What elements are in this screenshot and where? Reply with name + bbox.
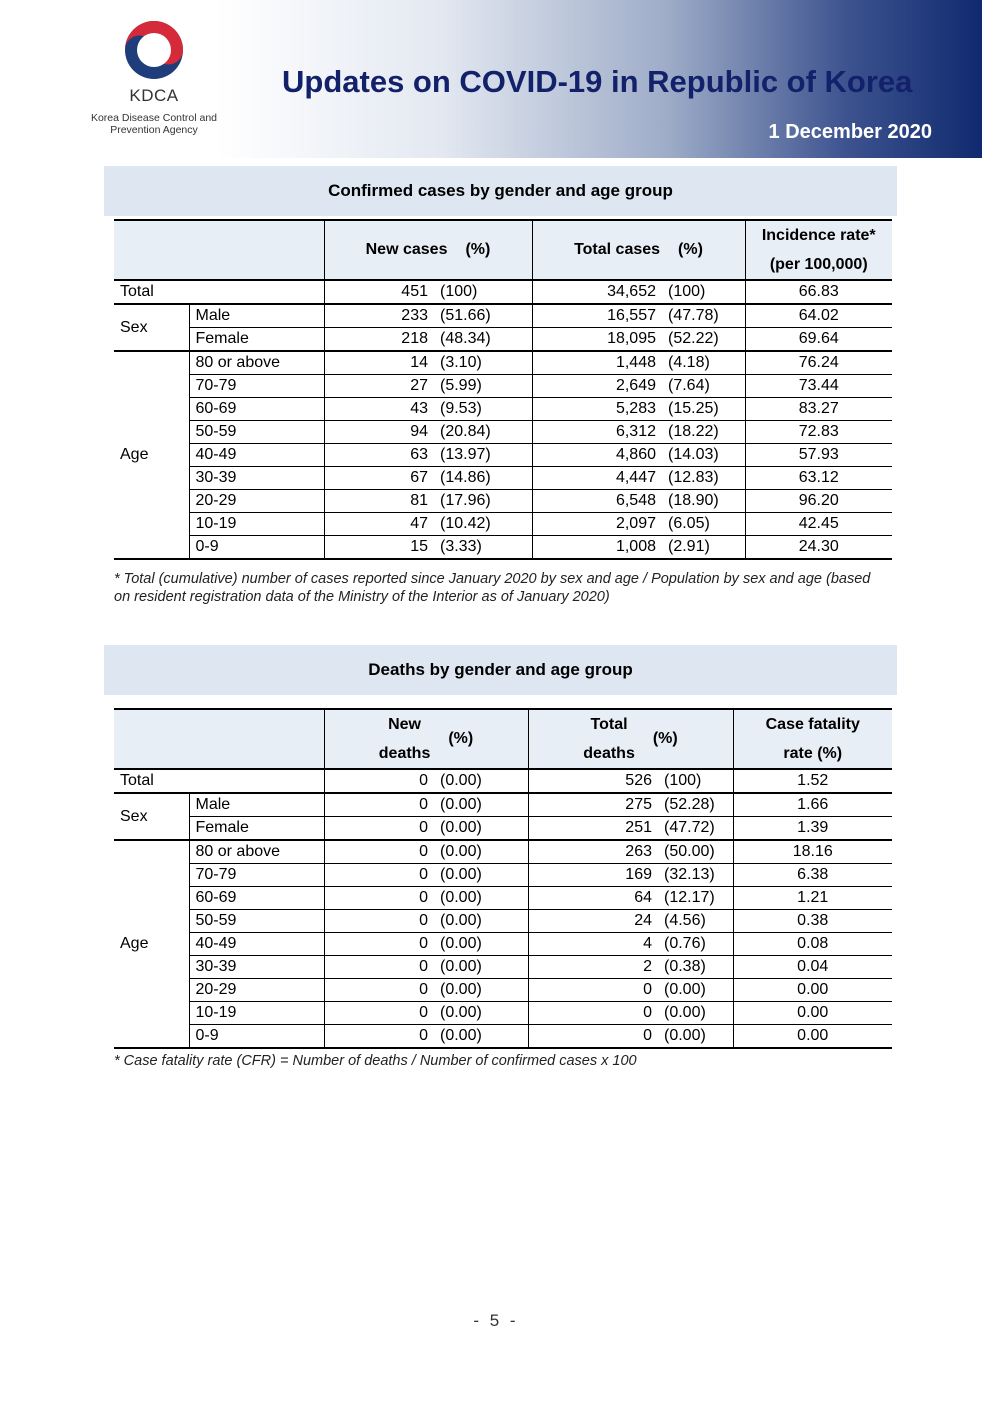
new-value: 15 — [324, 536, 434, 560]
agency-name-line2: Prevention Agency — [110, 124, 198, 136]
total-pct: (32.13) — [658, 864, 733, 887]
header-case-fatality-rate — [733, 709, 892, 769]
total-value: 16,557 — [532, 304, 662, 328]
header-incidence-line2: (per 100,000) — [769, 256, 868, 273]
total-pct: (0.76) — [658, 933, 733, 956]
new-value: 47 — [324, 513, 434, 536]
total-value: 263 — [528, 840, 658, 864]
new-value: 0 — [324, 979, 434, 1002]
total-value: 5,283 — [532, 398, 662, 421]
total-value: 4,447 — [532, 467, 662, 490]
header-cfr-line1: Case fatality — [765, 716, 860, 733]
total-value: 24 — [528, 910, 658, 933]
total-value: 64 — [528, 887, 658, 910]
total-value: 6,548 — [532, 490, 662, 513]
row-label: Female — [189, 328, 324, 352]
new-value: 27 — [324, 375, 434, 398]
page-number: - 5 - — [473, 1311, 519, 1330]
rate-value: 0.00 — [733, 1002, 892, 1025]
rate-value: 1.66 — [733, 793, 892, 817]
new-pct: (48.34) — [434, 328, 532, 352]
header-new-deaths — [324, 709, 528, 769]
total-pct: (15.25) — [662, 398, 745, 421]
total-value: 251 — [528, 817, 658, 841]
new-value: 14 — [324, 351, 434, 375]
new-pct: (0.00) — [434, 979, 528, 1002]
header-total-cases-pct: (%) — [678, 241, 703, 258]
row-label: 70-79 — [189, 375, 324, 398]
new-value: 0 — [324, 1002, 434, 1025]
rate-value: 1.39 — [733, 817, 892, 841]
new-pct: (9.53) — [434, 398, 532, 421]
table-row — [114, 1002, 892, 1025]
table-row — [114, 304, 892, 328]
confirmed-header-row — [114, 220, 892, 280]
table-row — [114, 956, 892, 979]
rate-value: 0.08 — [733, 933, 892, 956]
confirmed-table — [114, 219, 892, 560]
row-label: 20-29 — [189, 979, 324, 1002]
header-new-deaths-line2: deaths — [378, 745, 431, 762]
row-label: 60-69 — [189, 887, 324, 910]
total-value: 0 — [528, 979, 658, 1002]
rate-value: 0.00 — [733, 979, 892, 1002]
new-value: 0 — [324, 1025, 434, 1049]
total-pct: (18.22) — [662, 421, 745, 444]
total-pct: (6.05) — [662, 513, 745, 536]
new-value: 0 — [324, 956, 434, 979]
total-value: 2,097 — [532, 513, 662, 536]
deaths-header-row — [114, 709, 892, 769]
new-pct: (10.42) — [434, 513, 532, 536]
new-value: 0 — [324, 910, 434, 933]
table-row — [114, 887, 892, 910]
new-pct: (0.00) — [434, 956, 528, 979]
row-label: 50-59 — [189, 421, 324, 444]
rate-value: 73.44 — [745, 375, 892, 398]
new-value: 67 — [324, 467, 434, 490]
group-label-sex: Sex — [114, 793, 189, 840]
table-row — [114, 421, 892, 444]
new-pct: (0.00) — [434, 817, 528, 841]
new-value: 0 — [324, 864, 434, 887]
agency-name-line1: Korea Disease Control and — [90, 112, 218, 124]
group-label-sex: Sex — [114, 304, 189, 351]
confirmed-footnote: * Total (cumulative) number of cases reported since January 2020 by sex and age / Population by sex and age (based on resident registration data of the Ministry of the Interior as of January 2020) — [114, 571, 871, 605]
new-pct: (0.00) — [434, 1002, 528, 1025]
total-pct: (12.17) — [658, 887, 733, 910]
table-row — [114, 328, 892, 352]
header-blank — [114, 709, 324, 769]
rate-value: 0.04 — [733, 956, 892, 979]
table-row — [114, 375, 892, 398]
total-value: 169 — [528, 864, 658, 887]
new-value: 0 — [324, 933, 434, 956]
header-new-cases-pct: (%) — [465, 241, 491, 258]
header-total-deaths-line1: Total — [590, 716, 628, 733]
new-pct: (100) — [434, 280, 532, 304]
table-row — [114, 490, 892, 513]
rate-value: 76.24 — [745, 351, 892, 375]
deaths-table — [114, 708, 892, 1049]
rate-value: 83.27 — [745, 398, 892, 421]
confirmed-section-title: Confirmed cases by gender and age group — [104, 166, 897, 216]
rate-value: 57.93 — [745, 444, 892, 467]
table-row — [114, 398, 892, 421]
total-pct: (12.83) — [662, 467, 745, 490]
new-pct: (14.86) — [434, 467, 532, 490]
new-pct: (0.00) — [434, 887, 528, 910]
new-value: 63 — [324, 444, 434, 467]
total-pct: (14.03) — [662, 444, 745, 467]
new-value: 218 — [324, 328, 434, 352]
total-pct: (4.18) — [662, 351, 745, 375]
new-pct: (13.97) — [434, 444, 532, 467]
new-pct: (5.99) — [434, 375, 532, 398]
total-value: 4 — [528, 933, 658, 956]
table-row — [114, 793, 892, 817]
row-label: 0-9 — [189, 536, 324, 560]
header-incidence-rate — [745, 220, 892, 280]
total-pct: (47.72) — [658, 817, 733, 841]
deaths-section-title: Deaths by gender and age group — [104, 645, 897, 695]
group-label-age: Age — [114, 351, 189, 559]
total-value: 0 — [528, 1025, 658, 1049]
total-pct: (7.64) — [662, 375, 745, 398]
total-pct: (100) — [658, 769, 733, 793]
row-label: 10-19 — [189, 513, 324, 536]
row-label: 40-49 — [189, 933, 324, 956]
rate-value: 64.02 — [745, 304, 892, 328]
total-pct: (50.00) — [658, 840, 733, 864]
kdca-logo — [88, 20, 220, 145]
total-pct: (4.56) — [658, 910, 733, 933]
total-value: 34,652 — [532, 280, 662, 304]
header-total-cases-label: Total cases — [574, 241, 661, 258]
rate-value: 1.52 — [733, 769, 892, 793]
new-value: 233 — [324, 304, 434, 328]
rate-value: 96.20 — [745, 490, 892, 513]
total-pct: (0.00) — [658, 1025, 733, 1049]
new-pct: (3.10) — [434, 351, 532, 375]
total-value: 2,649 — [532, 375, 662, 398]
rate-value: 69.64 — [745, 328, 892, 352]
total-pct: (0.00) — [658, 979, 733, 1002]
total-value: 275 — [528, 793, 658, 817]
new-pct: (0.00) — [434, 793, 528, 817]
total-pct: (18.90) — [662, 490, 745, 513]
total-value: 1,008 — [532, 536, 662, 560]
header-total-deaths-line2: deaths — [583, 745, 635, 762]
new-value: 43 — [324, 398, 434, 421]
rate-value: 18.16 — [733, 840, 892, 864]
row-label: 80 or above — [189, 840, 324, 864]
table-row — [114, 769, 892, 793]
row-label: 40-49 — [189, 444, 324, 467]
total-pct: (52.22) — [662, 328, 745, 352]
header-new-deaths-pct: (%) — [448, 730, 474, 747]
header-total-deaths — [528, 709, 733, 769]
new-pct: (0.00) — [434, 769, 528, 793]
row-label: 80 or above — [189, 351, 324, 375]
new-pct: (0.00) — [434, 840, 528, 864]
total-value: 0 — [528, 1002, 658, 1025]
header-new-cases-label: New cases — [365, 241, 448, 258]
total-pct: (0.38) — [658, 956, 733, 979]
report-date: 1 December 2020 — [768, 121, 932, 143]
total-value: 4,860 — [532, 444, 662, 467]
row-label: 70-79 — [189, 864, 324, 887]
header-incidence-line1: Incidence rate* — [761, 227, 876, 244]
table-row — [114, 536, 892, 560]
row-label: 60-69 — [189, 398, 324, 421]
header-blank — [114, 220, 324, 280]
rate-value: 42.45 — [745, 513, 892, 536]
new-value: 0 — [324, 840, 434, 864]
table-row — [114, 840, 892, 864]
total-pct: (52.28) — [658, 793, 733, 817]
total-pct: (100) — [662, 280, 745, 304]
table-row — [114, 910, 892, 933]
row-label: Male — [189, 304, 324, 328]
total-pct: (47.78) — [662, 304, 745, 328]
table-row — [114, 1025, 892, 1049]
total-value: 18,095 — [532, 328, 662, 352]
table-row — [114, 817, 892, 841]
table-row — [114, 979, 892, 1002]
row-label: Total — [114, 280, 324, 304]
new-value: 94 — [324, 421, 434, 444]
new-pct: (51.66) — [434, 304, 532, 328]
header-total-cases — [532, 220, 745, 280]
page-title: Updates on COVID-19 in Republic of Korea — [282, 64, 913, 99]
rate-value: 63.12 — [745, 467, 892, 490]
new-pct: (0.00) — [434, 864, 528, 887]
row-label: 0-9 — [189, 1025, 324, 1049]
row-label: 10-19 — [189, 1002, 324, 1025]
total-value: 2 — [528, 956, 658, 979]
row-label: Female — [189, 817, 324, 841]
row-label: Male — [189, 793, 324, 817]
new-pct: (3.33) — [434, 536, 532, 560]
new-pct: (0.00) — [434, 1025, 528, 1049]
group-label-age: Age — [114, 840, 189, 1048]
total-value: 1,448 — [532, 351, 662, 375]
new-value: 81 — [324, 490, 434, 513]
total-value: 526 — [528, 769, 658, 793]
row-label: 50-59 — [189, 910, 324, 933]
deaths-footnote: * Case fatality rate (CFR) = Number of deaths / Number of confirmed cases x 100 — [114, 1053, 637, 1069]
new-value: 0 — [324, 817, 434, 841]
header-new-deaths-line1: New — [388, 716, 421, 733]
table-row — [114, 513, 892, 536]
rate-value: 24.30 — [745, 536, 892, 560]
new-value: 0 — [324, 887, 434, 910]
rate-value: 72.83 — [745, 421, 892, 444]
rate-value: 0.00 — [733, 1025, 892, 1049]
new-pct: (0.00) — [434, 910, 528, 933]
table-row — [114, 280, 892, 304]
rate-value: 1.21 — [733, 887, 892, 910]
table-row — [114, 467, 892, 490]
taegeuk-emblem-icon — [124, 20, 184, 80]
new-pct: (20.84) — [434, 421, 532, 444]
table-row — [114, 933, 892, 956]
row-label: Total — [114, 769, 324, 793]
rate-value: 0.38 — [733, 910, 892, 933]
total-value: 6,312 — [532, 421, 662, 444]
table-row — [114, 864, 892, 887]
row-label: 20-29 — [189, 490, 324, 513]
header-total-deaths-pct: (%) — [652, 730, 678, 747]
new-pct: (17.96) — [434, 490, 532, 513]
table-row — [114, 351, 892, 375]
row-label: 30-39 — [189, 467, 324, 490]
agency-short-name: KDCA — [129, 86, 179, 105]
new-value: 0 — [324, 793, 434, 817]
rate-value: 6.38 — [733, 864, 892, 887]
row-label: 30-39 — [189, 956, 324, 979]
table-row — [114, 444, 892, 467]
header-new-cases — [324, 220, 532, 280]
total-pct: (2.91) — [662, 536, 745, 560]
rate-value: 66.83 — [745, 280, 892, 304]
new-value: 0 — [324, 769, 434, 793]
header-cfr-line2: rate (%) — [783, 745, 843, 762]
new-pct: (0.00) — [434, 933, 528, 956]
new-value: 451 — [324, 280, 434, 304]
total-pct: (0.00) — [658, 1002, 733, 1025]
